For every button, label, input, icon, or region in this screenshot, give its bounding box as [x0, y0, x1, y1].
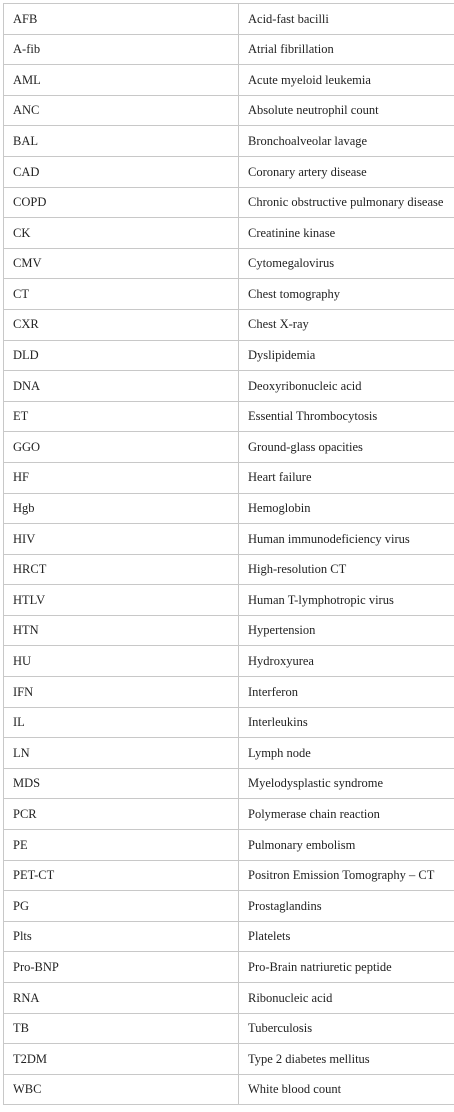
table-row	[4, 707, 454, 738]
definition-cell: Chest tomography	[239, 279, 454, 310]
abbreviation-cell: HIV	[4, 524, 239, 555]
table-row	[4, 1044, 454, 1075]
definition-cell: White blood count	[239, 1074, 454, 1105]
abbreviation-cell: RNA	[4, 983, 239, 1014]
definition-cell: Essential Thrombocytosis	[239, 401, 454, 432]
abbreviation-cell: PG	[4, 891, 239, 922]
abbreviation-cell: TB	[4, 1013, 239, 1044]
abbreviation-cell: MDS	[4, 768, 239, 799]
table-row	[4, 768, 454, 799]
table-row	[4, 554, 454, 585]
table-row	[4, 34, 454, 65]
table-row	[4, 799, 454, 830]
table-row	[4, 493, 454, 524]
definition-cell: Bronchoalveolar lavage	[239, 126, 454, 157]
table-row	[4, 432, 454, 463]
table-row	[4, 401, 454, 432]
definition-cell: Acute myeloid leukemia	[239, 65, 454, 96]
abbreviation-cell: LN	[4, 738, 239, 769]
table-row	[4, 65, 454, 96]
table-row	[4, 309, 454, 340]
table-row	[4, 615, 454, 646]
abbreviation-cell: COPD	[4, 187, 239, 218]
definition-cell: Hydroxyurea	[239, 646, 454, 677]
abbreviation-cell: HU	[4, 646, 239, 677]
table-row	[4, 1013, 454, 1044]
definition-cell: Interleukins	[239, 707, 454, 738]
table-row	[4, 340, 454, 371]
abbreviation-cell: IFN	[4, 677, 239, 708]
definition-cell: Coronary artery disease	[239, 156, 454, 187]
table-row	[4, 248, 454, 279]
abbreviation-cell: AFB	[4, 4, 239, 35]
table-row	[4, 860, 454, 891]
definition-cell: Hemoglobin	[239, 493, 454, 524]
definition-cell: Polymerase chain reaction	[239, 799, 454, 830]
abbreviation-cell: Pro-BNP	[4, 952, 239, 983]
abbreviation-cell: ET	[4, 401, 239, 432]
definition-cell: Pulmonary embolism	[239, 830, 454, 861]
abbreviation-cell: PET-CT	[4, 860, 239, 891]
table-row	[4, 1074, 454, 1105]
abbreviation-cell: T2DM	[4, 1044, 239, 1075]
abbreviation-cell: HTN	[4, 615, 239, 646]
definition-cell: Absolute neutrophil count	[239, 95, 454, 126]
definition-cell: Deoxyribonucleic acid	[239, 371, 454, 402]
table-row	[4, 921, 454, 952]
definition-cell: Heart failure	[239, 462, 454, 493]
table-row	[4, 187, 454, 218]
table-row	[4, 126, 454, 157]
abbreviations-table-container	[3, 3, 450, 1105]
definition-cell: Lymph node	[239, 738, 454, 769]
table-row	[4, 279, 454, 310]
definition-cell: Human T-lymphotropic virus	[239, 585, 454, 616]
table-row	[4, 952, 454, 983]
table-row	[4, 646, 454, 677]
abbreviation-cell: HRCT	[4, 554, 239, 585]
abbreviation-cell: PCR	[4, 799, 239, 830]
abbreviation-cell: DLD	[4, 340, 239, 371]
table-row	[4, 983, 454, 1014]
abbreviation-cell: Plts	[4, 921, 239, 952]
definition-cell: Creatinine kinase	[239, 218, 454, 249]
table-row	[4, 95, 454, 126]
definition-cell: Prostaglandins	[239, 891, 454, 922]
abbreviation-cell: PE	[4, 830, 239, 861]
definition-cell: Ribonucleic acid	[239, 983, 454, 1014]
table-row	[4, 371, 454, 402]
table-row	[4, 462, 454, 493]
abbreviation-cell: A-fib	[4, 34, 239, 65]
abbreviation-cell: CT	[4, 279, 239, 310]
definition-cell: Atrial fibrillation	[239, 34, 454, 65]
table-row	[4, 677, 454, 708]
abbreviation-cell: DNA	[4, 371, 239, 402]
definition-cell: Type 2 diabetes mellitus	[239, 1044, 454, 1075]
abbreviation-cell: WBC	[4, 1074, 239, 1105]
table-row	[4, 738, 454, 769]
abbreviation-cell: CK	[4, 218, 239, 249]
definition-cell: Positron Emission Tomography – CT	[239, 860, 454, 891]
abbreviation-cell: IL	[4, 707, 239, 738]
definition-cell: Interferon	[239, 677, 454, 708]
table-row	[4, 891, 454, 922]
definition-cell: Pro-Brain natriuretic peptide	[239, 952, 454, 983]
definition-cell: Hypertension	[239, 615, 454, 646]
abbreviation-cell: CXR	[4, 309, 239, 340]
table-row	[4, 585, 454, 616]
abbreviation-cell: HF	[4, 462, 239, 493]
table-row	[4, 524, 454, 555]
definition-cell: Chest X-ray	[239, 309, 454, 340]
abbreviation-cell: CAD	[4, 156, 239, 187]
abbreviation-cell: CMV	[4, 248, 239, 279]
definition-cell: Tuberculosis	[239, 1013, 454, 1044]
abbreviation-cell: HTLV	[4, 585, 239, 616]
abbreviations-table	[3, 3, 454, 1105]
definition-cell: High-resolution CT	[239, 554, 454, 585]
abbreviation-cell: GGO	[4, 432, 239, 463]
definition-cell: Chronic obstructive pulmonary disease	[239, 187, 454, 218]
table-row	[4, 218, 454, 249]
definition-cell: Cytomegalovirus	[239, 248, 454, 279]
definition-cell: Platelets	[239, 921, 454, 952]
abbreviations-table-body	[4, 4, 454, 1105]
definition-cell: Human immunodeficiency virus	[239, 524, 454, 555]
definition-cell: Acid-fast bacilli	[239, 4, 454, 35]
table-row	[4, 156, 454, 187]
table-row	[4, 4, 454, 35]
definition-cell: Dyslipidemia	[239, 340, 454, 371]
definition-cell: Ground-glass opacities	[239, 432, 454, 463]
table-row	[4, 830, 454, 861]
abbreviation-cell: ANC	[4, 95, 239, 126]
definition-cell: Myelodysplastic syndrome	[239, 768, 454, 799]
abbreviation-cell: Hgb	[4, 493, 239, 524]
abbreviation-cell: BAL	[4, 126, 239, 157]
abbreviation-cell: AML	[4, 65, 239, 96]
